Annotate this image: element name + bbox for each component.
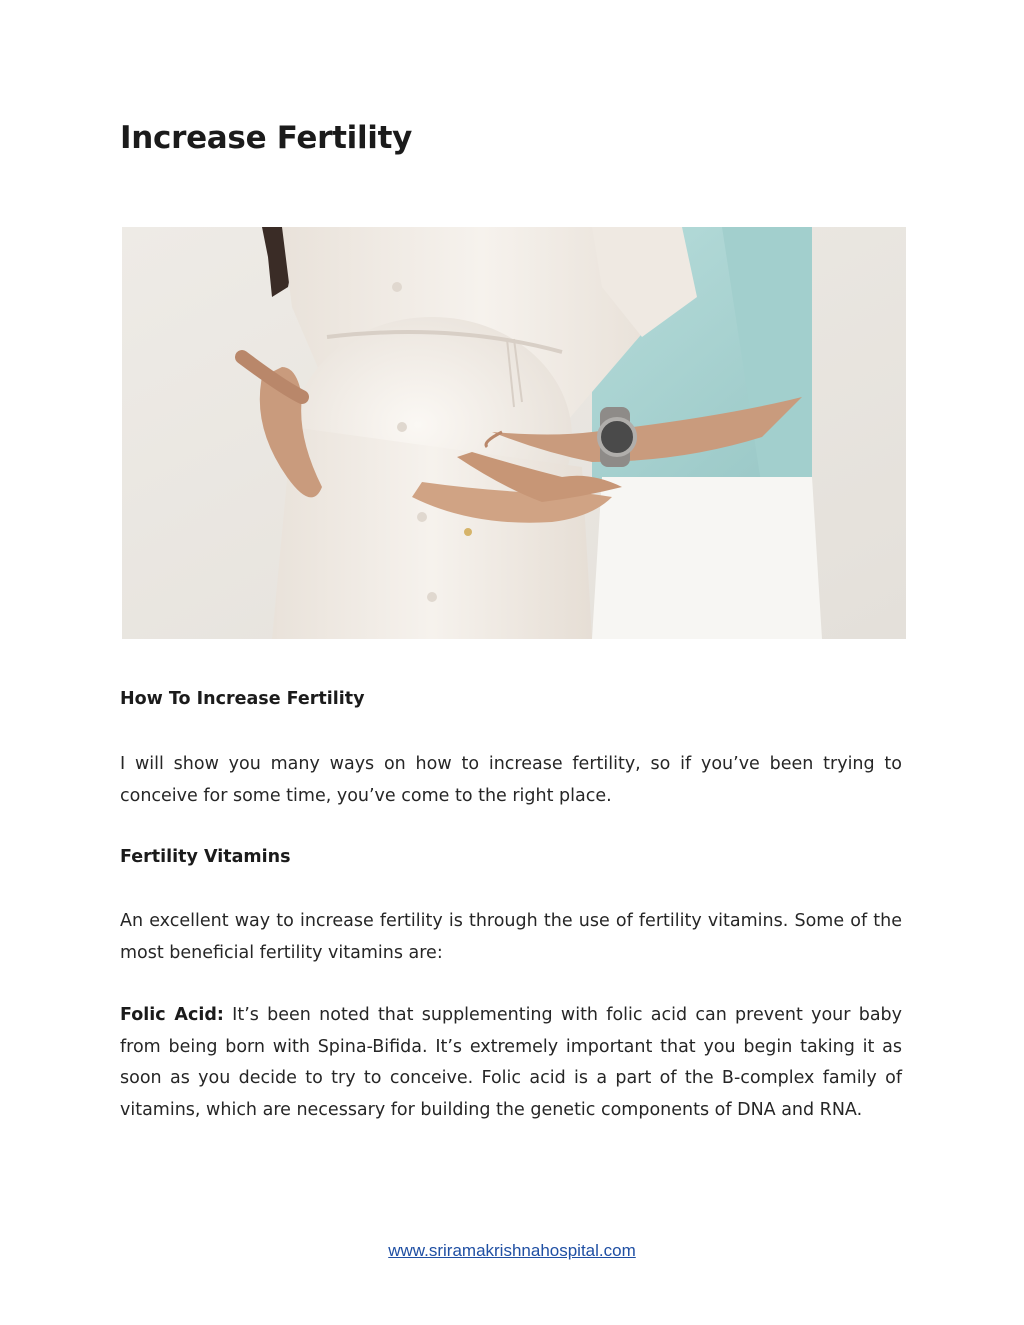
intro-paragraph: I will show you many ways on how to increase fertility, so if you’ve been trying to conceive for some time, you’ve come to the right place. xyxy=(120,754,902,806)
hero-image xyxy=(122,227,906,639)
folic-acid-term: Folic Acid: xyxy=(120,1005,224,1025)
pregnant-couple-illustration xyxy=(122,227,906,639)
section-heading-how-to: How To Increase Fertility xyxy=(120,689,365,709)
website-link[interactable]: www.sriramakrishnahospital.com xyxy=(388,1241,636,1260)
footer xyxy=(0,1241,1024,1261)
vitamins-paragraph: An excellent way to increase fertility is through the use of fertility vitamins. Some of the most beneficial fertility vitamins are: xyxy=(120,911,902,963)
folic-acid-text: It’s been noted that supplementing with folic acid can prevent your baby from being born with Spina-Bifida. It’s extremely important that you begin taking it as soon as you decide to try to conceive. Folic acid is a part of the B-complex family of vitamins, which are necessary for building the genetic components of DNA and RNA. xyxy=(120,1005,903,1120)
section-heading-fertility-vitamins: Fertility Vitamins xyxy=(120,847,291,867)
folic-acid-paragraph xyxy=(120,1000,902,1126)
page-title: Increase Fertility xyxy=(120,120,413,156)
